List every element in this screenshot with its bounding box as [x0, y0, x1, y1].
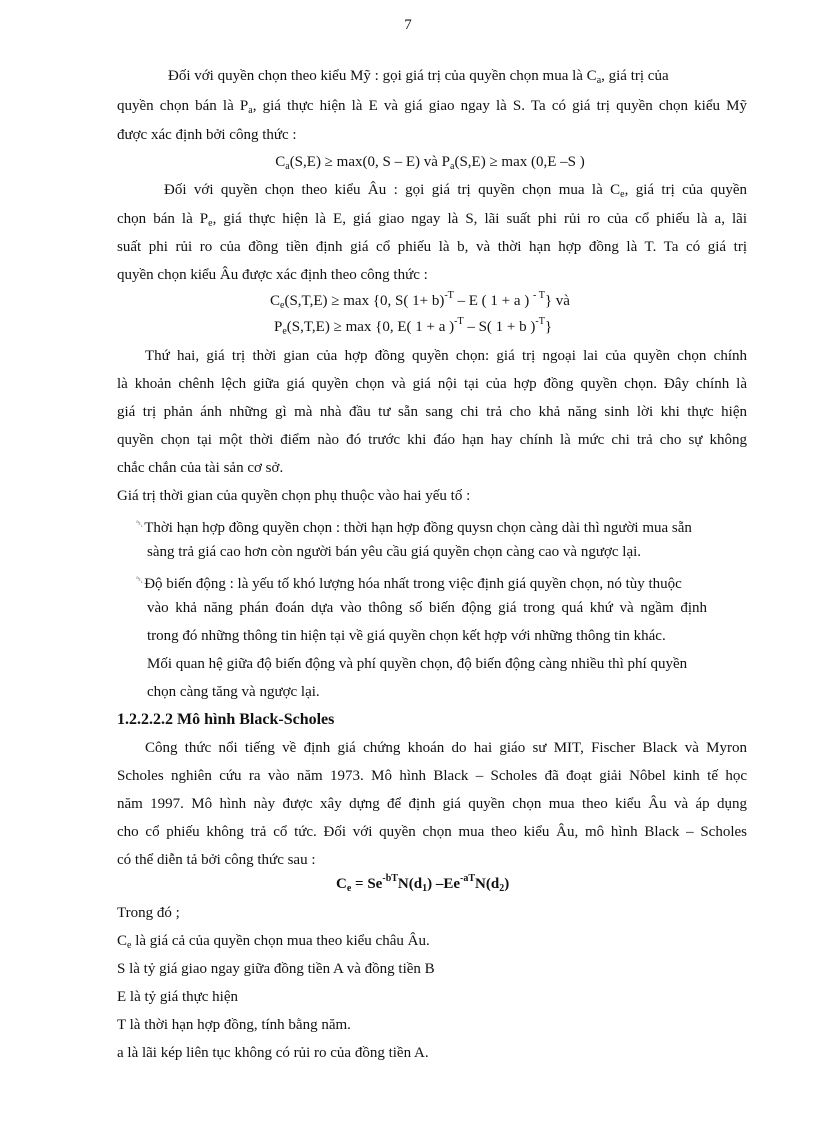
- bullet-volatility-line-4: Mối quan hệ giữa độ biến động và phí quyền chọn, độ biến động càng nhiều thì phí quyền: [147, 656, 688, 672]
- paragraph-black-scholes-line-3: năm 1997. Mô hình này được xây dựng để định giá quyền chọn mua theo kiểu Âu và áp dụng: [117, 796, 747, 812]
- paragraph-time-value-line-4: quyền chọn tại một thời điểm nào đó trước khi đáo hạn hay chính là mức chi trả cho sự không: [117, 432, 747, 448]
- paragraph-european-line-3: suất phi rủi ro của đồng tiền định giá cổ phiếu là b, và thời hạn hợp đồng là T. Ta có giá trị: [117, 239, 747, 255]
- page-number: 7: [404, 17, 412, 33]
- paragraph-black-scholes-line-5: có thể diễn tả bởi công thức sau :: [117, 852, 316, 868]
- paragraph-where: Trong đó ;: [117, 905, 180, 921]
- paragraph-time-value-line-2: là khoản chênh lệch giữa giá quyền chọn và giá nội tại của hợp đồng quyền chọn. Đây chính là: [117, 376, 747, 392]
- paragraph-time-value-line-5: chắc chắn của tài sản cơ sở.: [117, 460, 284, 476]
- paragraph-american-line-3: được xác định bởi công thức :: [117, 127, 297, 143]
- bullet-volatility-line-1: ␡Độ biến động : là yếu tố khó lượng hóa nhất trong việc định giá quyền chọn, nó tùy thuộc: [136, 575, 682, 592]
- bullet-volatility-line-5: chọn càng tăng và ngược lại.: [147, 684, 320, 700]
- paragraph-european-line-4: quyền chọn kiểu Âu được xác định theo công thức :: [117, 267, 428, 283]
- formula-american: $C_a(S,E) \ge \max(0$, S – E) và $P_a(S,E) \ge \max (0,E$ –S ): [275, 154, 585, 172]
- paragraph-black-scholes-line-4: cho cổ phiếu không trả cổ tức. Đối với quyền chọn mua theo kiểu Âu, mô hình Black – Scholes: [117, 824, 747, 840]
- definition-t: T là thời hạn hợp đồng, tính bằng năm.: [117, 1017, 351, 1033]
- paragraph-european-line-1: Đối với quyền chọn theo kiểu Âu : gọi giá trị quyền chọn mua là $C_e$, giá trị của quyền: [164, 182, 747, 200]
- paragraph-time-value-line-3: giá trị phản ánh những gì mà nhà đầu tư sẵn sang chi trả cho khả năng sinh lời khi thực hiện: [117, 404, 747, 420]
- definition-ce: $C_e$ là giá cả của quyền chọn mua theo kiểu châu Âu.: [117, 933, 430, 951]
- paragraph-factors-intro: Giá trị thời gian của quyền chọn phụ thuộc vào hai yếu tố :: [117, 488, 471, 504]
- definition-s: S là tỷ giá giao ngay giữa đồng tiền A và đồng tiền B: [117, 961, 435, 977]
- section-heading: 1.2.2.2.2 Mô hình Black-Scholes: [117, 711, 335, 728]
- bullet-duration-line-2: sàng trả giá cao hơn còn người bán yêu cầu giá quyền chọn càng cao và ngược lại.: [147, 544, 642, 560]
- bullet-volatility-line-2: vào khả năng phán đoán dựa vào thông số biến động giá trong quá khứ và ngầm định: [147, 600, 707, 616]
- definition-e: E là tỷ giá thực hiện: [117, 989, 239, 1005]
- paragraph-american-line-2: quyền chọn bán là $P_a$, giá thực hiện là E và giá giao ngay là S. Ta có giá trị quyền chọn kiểu Mỹ: [117, 98, 747, 116]
- bullet-duration-line-1: ␡Thời hạn hợp đồng quyền chọn : thời hạn hợp đồng quysn chọn càng dài thì người mua sẵn: [136, 519, 692, 536]
- definition-a: a là lãi kép liên tục không có rủi ro của đồng tiền A.: [117, 1045, 429, 1061]
- bullet-icon: ␡: [136, 575, 144, 585]
- paragraph-time-value-line-1: Thứ hai, giá trị thời gian của hợp đồng quyền chọn: giá trị ngoại lai của quyền chọn chính: [145, 348, 747, 364]
- paragraph-european-line-2: chọn bán là $P_e$, giá thực hiện là E, giá giao ngay là S, lãi suất phi rủi ro của cổ phiếu là a, lãi: [117, 211, 747, 229]
- paragraph-american-line-1: Đối với quyền chọn theo kiểu Mỹ : gọi giá trị của quyền chọn mua là $C_a$, giá trị của: [168, 68, 669, 86]
- formula-black-scholes: $C_e = Se^{-bT}N(d_1)$ $-Ee^{-aT}N(d_2)$: [336, 873, 510, 894]
- formula-european-put: $P_e(S,T,E) \ge \max \{0$, E( 1 + a )$^{-T}$ – S( 1 + b )$^{-T}$}: [274, 316, 553, 337]
- bullet-volatility-line-3: trong đó những thông tin hiện tại về giá quyền chọn kết hợp với những thông tin khác.: [147, 628, 666, 644]
- paragraph-black-scholes-line-1: Công thức nổi tiếng về định giá chứng khoán do hai giáo sư MIT, Fischer Black và Myron: [145, 740, 747, 756]
- bullet-icon: ␡: [136, 519, 144, 529]
- paragraph-black-scholes-line-2: Scholes nghiên cứu ra vào năm 1973. Mô hình Black – Scholes đã đoạt giải Nôbel kinh tế học: [117, 768, 747, 784]
- formula-european-call: $C_e(S,T,E) \ge \max \{0$, S( 1+ b)$^{-T}$ – E ( 1 + a ) $^{- T}$} và: [270, 290, 570, 311]
